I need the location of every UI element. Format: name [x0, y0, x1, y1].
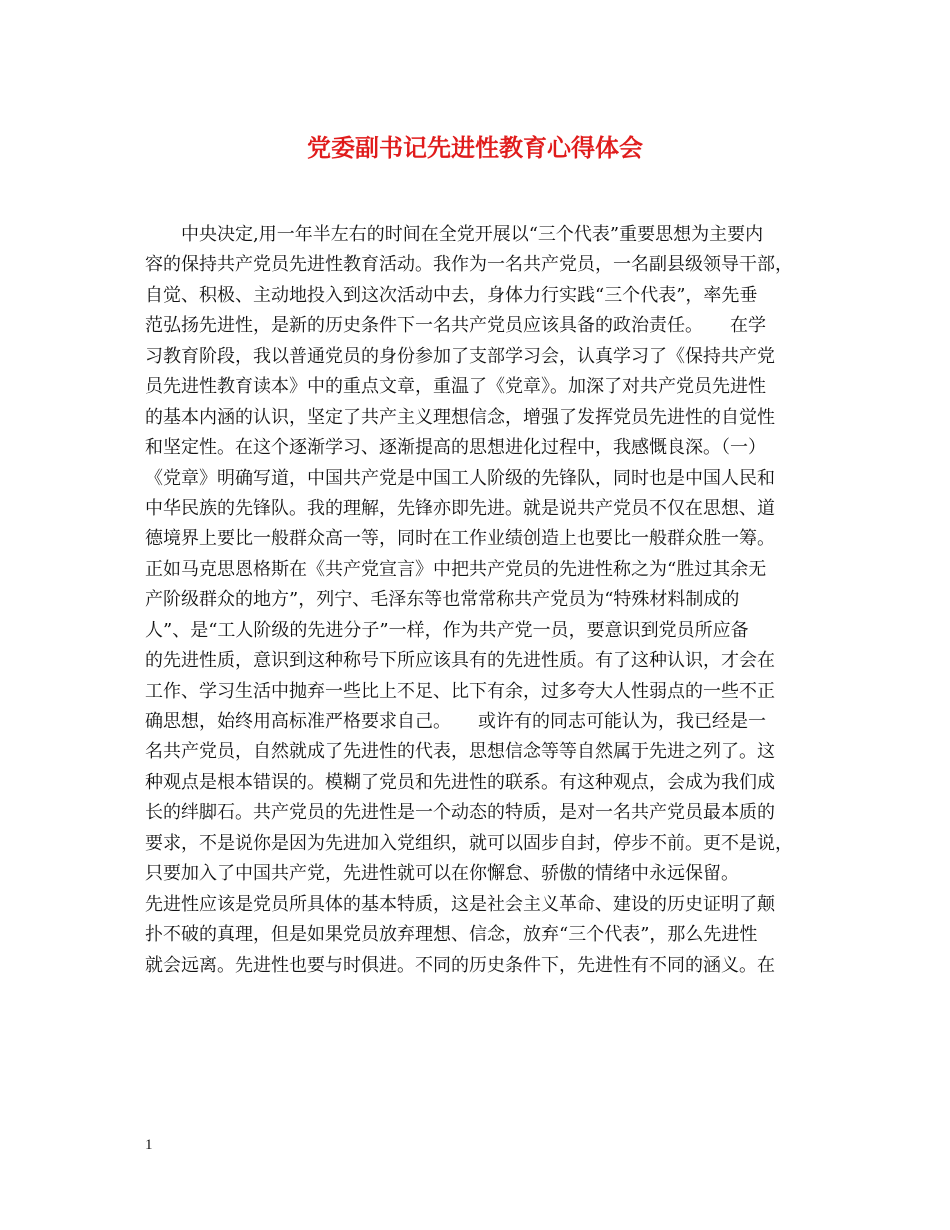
document-body [145, 220, 810, 981]
body-line: 和坚定性。在这个逐渐学习、逐渐提高的思想进化过程中，我感慨良深。（一） [145, 437, 766, 459]
page-number: 1 [145, 1137, 153, 1153]
body-line: 的先进性质，意识到这种称号下所应该具有的先进性质。有了这种认识，才会在 [145, 650, 775, 672]
body-line: 中华民族的先锋队。我的理解，先锋亦即先进。就是说共产党员不仅在思想、道 [145, 497, 775, 519]
body-line: 扑不破的真理，但是如果党员放弃理想、信念，放弃“三个代表”，那么先进性 [145, 924, 758, 946]
body-line: 工作、学习生活中抛弃一些比上不足、比下有余，过多夸大人性弱点的一些不正 [145, 680, 775, 702]
body-line: 德境界上要比一般群众高一等，同时在工作业绩创造上也要比一般群众胜一筹。 [145, 528, 775, 550]
body-line: 只要加入了中国共产党，先进性就可以在你懈怠、骄傲的情绪中永远保留。 [145, 863, 739, 885]
body-line: 人”、是“工人阶级的先进分子”一样，作为共产党一员，要意识到党员所应备 [145, 619, 749, 641]
body-line: 名共产党员，自然就成了先进性的代表，思想信念等等自然属于先进之列了。这 [145, 741, 775, 763]
body-line: 中央决定,用一年半左右的时间在全党开展以“三个代表”重要思想为主要内 [145, 224, 764, 245]
body-line: 种观点是根本错误的。模糊了党员和先进性的联系。有这种观点，会成为我们成 [145, 771, 775, 793]
body-line: 长的绊脚石。共产党员的先进性是一个动态的特质，是对一名共产党员最本质的 [145, 802, 775, 824]
body-line: 就会远离。先进性也要与时俱进。不同的历史条件下，先进性有不同的涵义。在 [145, 954, 775, 976]
body-line: 确思想，始终用高标准严格要求自己。 或许有的同志可能认为，我已经是一 [145, 711, 766, 732]
body-line: 《党章》明确写道，中国共产党是中国工人阶级的先锋队，同时也是中国人民和 [145, 467, 775, 489]
body-line: 产阶级群众的地方”，列宁、毛泽东等也常常称共产党员为“特殊材料制成的 [145, 589, 740, 611]
body-line: 的基本内涵的认识，坚定了共产主义理想信念，增强了发挥党员先进性的自觉性 [145, 406, 775, 428]
body-line: 正如马克思恩格斯在《共产党宣言》中把共产党员的先进性称之为“胜过其余无 [145, 558, 767, 580]
document-title: 党委副书记先进性教育心得体会 [307, 133, 643, 162]
body-line: 先进性应该是党员所具体的基本特质，这是社会主义革命、建设的历史证明了颠 [145, 893, 775, 915]
body-line: 员先进性教育读本》中的重点文章，重温了《党章》。加深了对共产党员先进性 [145, 376, 766, 398]
body-line: 习教育阶段，我以普通党员的身份参加了支部学习会，认真学习了《保持共产党 [145, 345, 775, 367]
body-line: 范弘扬先进性，是新的历史条件下一名共产党员应该具备的政治责任。 在学 [145, 315, 766, 337]
body-line: 容的保持共产党员先进性教育活动。我作为一名共产党员，一名副县级领导干部， [145, 254, 793, 276]
body-line: 要求，不是说你是因为先进加入党组织，就可以固步自封，停步不前。更不是说， [145, 832, 793, 854]
body-line: 自觉、积极、主动地投入到这次活动中去，身体力行实践“三个代表”，率先垂 [145, 284, 758, 306]
